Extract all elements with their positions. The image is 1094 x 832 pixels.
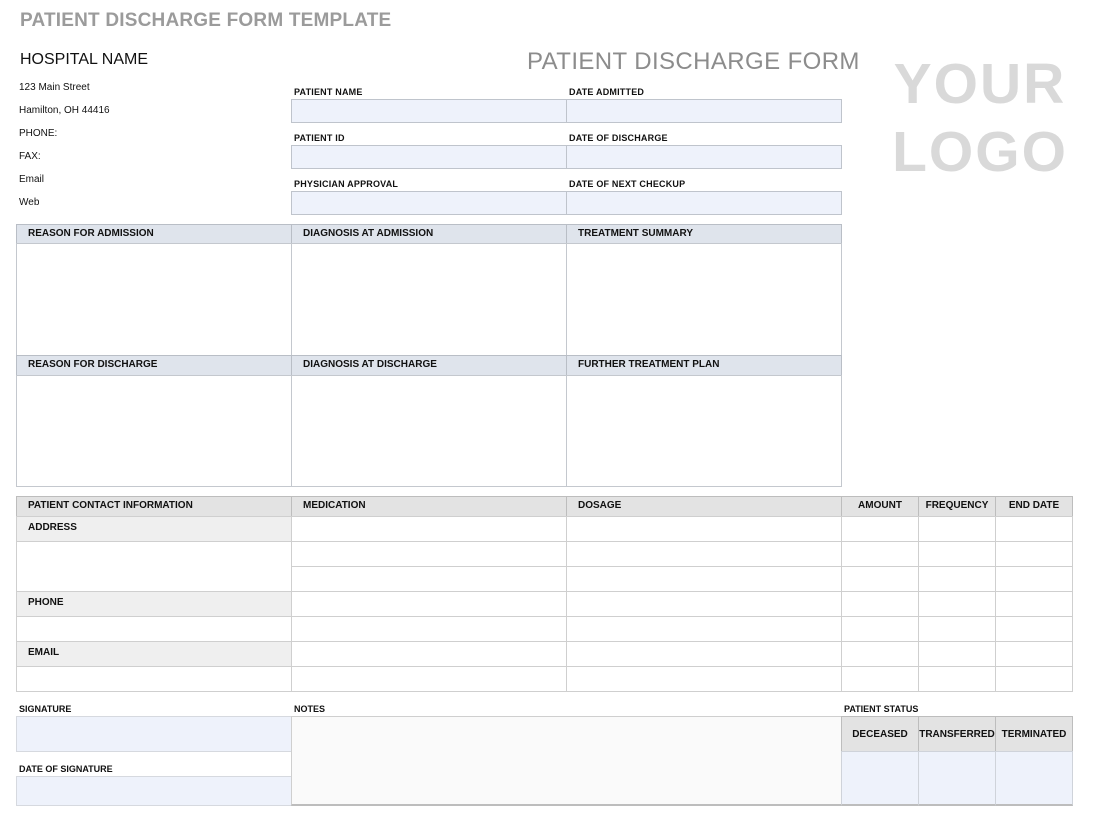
status-terminated-header: TERMINATED: [995, 716, 1073, 752]
medication-cell-frequency[interactable]: [918, 666, 996, 692]
hospital-name: HOSPITAL NAME: [20, 51, 149, 68]
medication-cell-dosage[interactable]: [566, 666, 842, 692]
medication-cell-end-date[interactable]: [995, 591, 1073, 617]
medication-cell-medication[interactable]: [291, 541, 567, 567]
medication-cell-medication[interactable]: [291, 516, 567, 542]
medication-cell-medication[interactable]: [291, 666, 567, 692]
medication-cell-amount[interactable]: [841, 516, 919, 542]
hospital-city: Hamilton, OH 44416: [19, 105, 110, 116]
medication-cell-end-date[interactable]: [995, 616, 1073, 642]
phone-field[interactable]: [16, 616, 292, 642]
patient-contact-header: PATIENT CONTACT INFORMATION: [16, 496, 292, 517]
status-transferred-header: TRANSFERRED: [918, 716, 996, 752]
physician-approval-field[interactable]: [291, 191, 567, 215]
medication-cell-medication[interactable]: [291, 616, 567, 642]
hospital-street: 123 Main Street: [19, 82, 90, 93]
email-label: EMAIL: [16, 641, 292, 667]
medication-cell-end-date[interactable]: [995, 566, 1073, 592]
email-field[interactable]: [16, 666, 292, 692]
address-label: ADDRESS: [16, 516, 292, 542]
date-of-next-checkup-label: DATE OF NEXT CHECKUP: [569, 179, 686, 189]
end-date-column-header: END DATE: [995, 496, 1073, 517]
hospital-web-label: Web: [19, 197, 40, 208]
medication-cell-dosage[interactable]: [566, 541, 842, 567]
treatment-summary-header: TREATMENT SUMMARY: [566, 224, 842, 244]
further-treatment-plan-header: FURTHER TREATMENT PLAN: [566, 355, 842, 376]
medication-cell-medication[interactable]: [291, 641, 567, 667]
signature-label: SIGNATURE: [19, 704, 72, 714]
form-title: PATIENT DISCHARGE FORM: [527, 48, 860, 75]
medication-cell-frequency[interactable]: [918, 616, 996, 642]
medication-cell-frequency[interactable]: [918, 541, 996, 567]
patient-id-label: PATIENT ID: [294, 133, 345, 143]
reason-for-admission-field[interactable]: [16, 243, 292, 356]
template-title: PATIENT DISCHARGE FORM TEMPLATE: [20, 10, 392, 31]
medication-cell-frequency[interactable]: [918, 641, 996, 667]
dosage-column-header: DOSAGE: [566, 496, 842, 517]
date-admitted-field[interactable]: [566, 99, 842, 123]
hospital-fax-label: FAX:: [19, 151, 41, 162]
medication-cell-amount[interactable]: [841, 541, 919, 567]
patient-status-label: PATIENT STATUS: [844, 704, 919, 714]
address-field[interactable]: [16, 541, 292, 592]
hospital-phone-label: PHONE:: [19, 128, 58, 139]
medication-cell-amount[interactable]: [841, 616, 919, 642]
medication-cell-amount[interactable]: [841, 641, 919, 667]
amount-column-header: AMOUNT: [841, 496, 919, 517]
medication-cell-end-date[interactable]: [995, 666, 1073, 692]
status-deceased-field[interactable]: [841, 751, 919, 806]
medication-cell-dosage[interactable]: [566, 616, 842, 642]
logo-line-2: LOGO: [892, 120, 1068, 184]
notes-field[interactable]: [291, 716, 842, 806]
diagnosis-at-admission-header: DIAGNOSIS AT ADMISSION: [291, 224, 567, 244]
frequency-column-header: FREQUENCY: [918, 496, 996, 517]
medication-cell-dosage[interactable]: [566, 516, 842, 542]
medication-cell-frequency[interactable]: [918, 591, 996, 617]
medication-cell-frequency[interactable]: [918, 566, 996, 592]
medication-cell-end-date[interactable]: [995, 541, 1073, 567]
date-of-signature-label: DATE OF SIGNATURE: [19, 764, 113, 774]
medication-cell-medication[interactable]: [291, 591, 567, 617]
medication-cell-dosage[interactable]: [566, 641, 842, 667]
medication-cell-amount[interactable]: [841, 591, 919, 617]
reason-for-discharge-field[interactable]: [16, 375, 292, 487]
medication-cell-amount[interactable]: [841, 666, 919, 692]
patient-name-label: PATIENT NAME: [294, 87, 363, 97]
logo-line-1: YOUR: [893, 52, 1067, 116]
medication-cell-frequency[interactable]: [918, 516, 996, 542]
medication-cell-end-date[interactable]: [995, 516, 1073, 542]
phone-label: PHONE: [16, 591, 292, 617]
status-transferred-field[interactable]: [918, 751, 996, 806]
medication-cell-end-date[interactable]: [995, 641, 1073, 667]
notes-label: NOTES: [294, 704, 326, 714]
date-of-discharge-field[interactable]: [566, 145, 842, 169]
date-of-signature-field[interactable]: [16, 776, 292, 806]
medication-column-header: MEDICATION: [291, 496, 567, 517]
physician-approval-label: PHYSICIAN APPROVAL: [294, 179, 399, 189]
status-terminated-field[interactable]: [995, 751, 1073, 806]
hospital-email-label: Email: [19, 174, 45, 185]
medication-cell-dosage[interactable]: [566, 566, 842, 592]
treatment-summary-field[interactable]: [566, 243, 842, 356]
date-admitted-label: DATE ADMITTED: [569, 87, 645, 97]
status-deceased-header: DECEASED: [841, 716, 919, 752]
date-of-discharge-label: DATE OF DISCHARGE: [569, 133, 668, 143]
diagnosis-at-discharge-header: DIAGNOSIS AT DISCHARGE: [291, 355, 567, 376]
medication-cell-medication[interactable]: [291, 566, 567, 592]
further-treatment-plan-field[interactable]: [566, 375, 842, 487]
date-of-next-checkup-field[interactable]: [566, 191, 842, 215]
diagnosis-at-discharge-field[interactable]: [291, 375, 567, 487]
diagnosis-at-admission-field[interactable]: [291, 243, 567, 356]
signature-field[interactable]: [16, 716, 292, 752]
medication-cell-amount[interactable]: [841, 566, 919, 592]
reason-for-discharge-header: REASON FOR DISCHARGE: [16, 355, 292, 376]
medication-cell-dosage[interactable]: [566, 591, 842, 617]
reason-for-admission-header: REASON FOR ADMISSION: [16, 224, 292, 244]
patient-id-field[interactable]: [291, 145, 567, 169]
logo-placeholder: [880, 50, 1080, 186]
patient-name-field[interactable]: [291, 99, 567, 123]
